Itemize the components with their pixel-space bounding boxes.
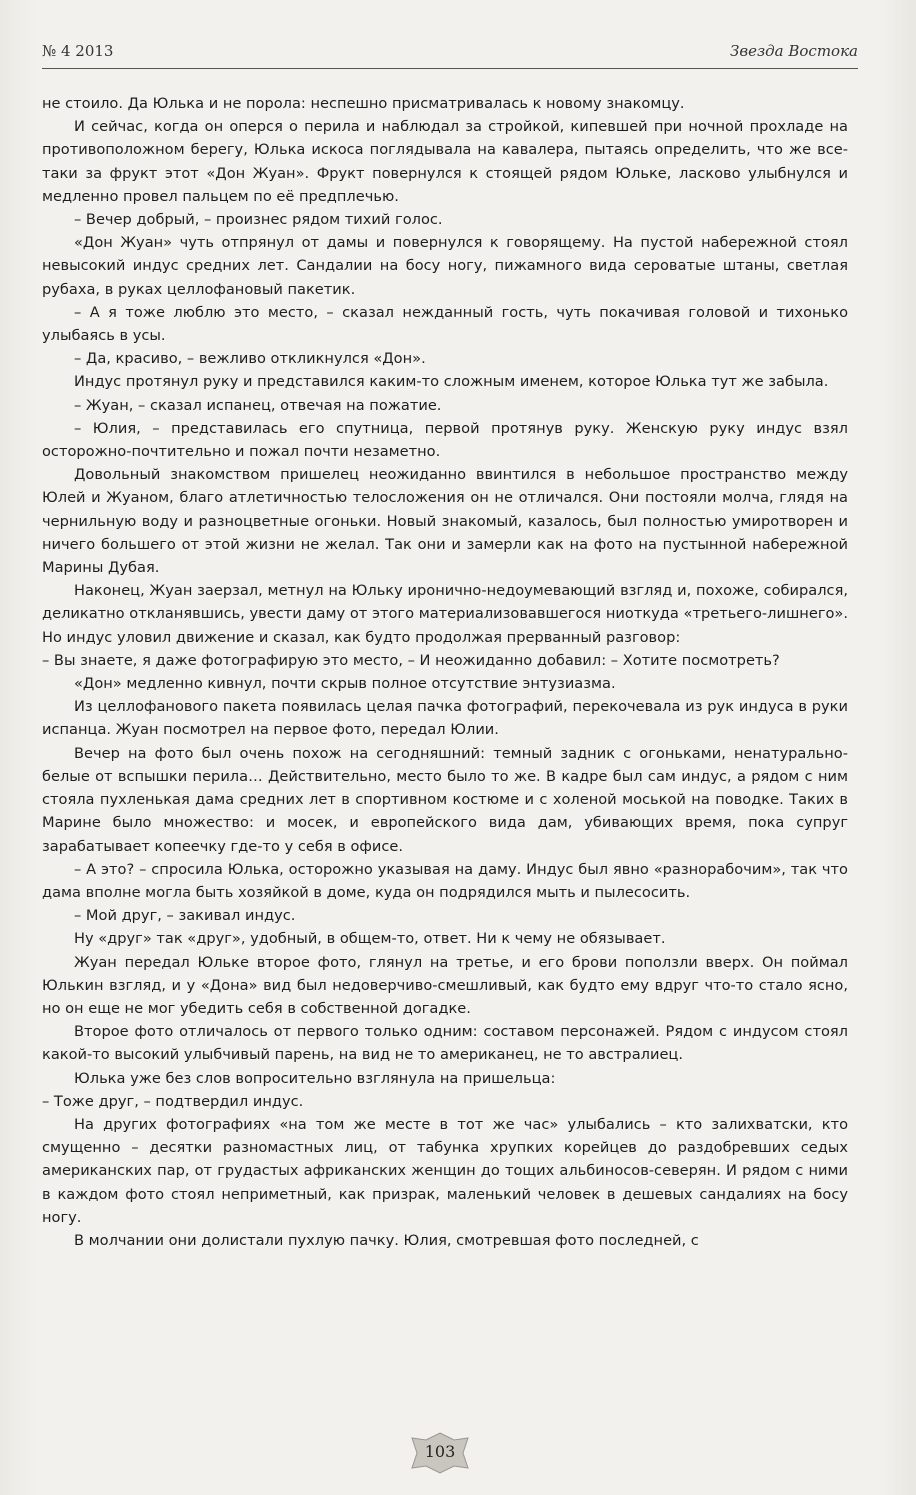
paragraph: Ну «друг» так «друг», удобный, в общем-то, ответ. Ни к чему не обязывает. <box>74 930 666 948</box>
paragraph: Индус протянул руку и представился каким-то сложным именем, которое Юлька тут же забыла. <box>74 373 829 391</box>
paragraph: не стоило. Да Юлька и не порола: неспешно присматривалась к новому знакомцу. <box>42 95 685 112</box>
paragraph: Юлька уже без слов вопросительно взглянула на пришельца: <box>74 1069 556 1087</box>
paragraph: «Дон Жуан» чуть отпрянул от дамы и повернулся к говорящему. На пустой набережной стоял невысокий индус средних лет. Сандалии на босу ногу, пижамного вида сероватые штаны, светлая рубаха, в руках целлофановый пакетик. <box>42 234 848 298</box>
issue-number: № 4 2013 <box>42 42 114 60</box>
paragraph: На других фотографиях «на том же месте в тот же час» улыбались – кто залихватски, кто смущенно – десятки разномастных лиц, от табунка хрупких корейцев до раздобревших седых американских пар, от грудастых африканских женщин до тощих альбиносов-северян. И рядом с ними в каждом фото стоял неприметный, как призрак, маленький человек в дешевых сандалиях на босу ногу. <box>42 1115 848 1226</box>
paragraph: Из целлофанового пакета появилась целая пачка фотографий, перекочевала из рук индуса в руки испанца. Жуан посмотрел на первое фото, передал Юлии. <box>42 698 848 739</box>
paragraph: Довольный знакомством пришелец неожиданно ввинтился в небольшое пространство между Юлей и Жуаном, благо атлетичностью телосложения он не отличался. Они постояли молча, глядя на чернильную воду и разноцветные огоньки. Новый знакомый, казалось, был полностью умиротворен и ничего большего от этой жизни не желал. Так они и замерли как на фото на пустынной набережной Марины Дубая. <box>42 466 848 577</box>
paragraph: В молчании они долистали пухлую пачку. Юлия, смотревшая фото последней, с <box>74 1231 699 1249</box>
paragraph: Второе фото отличалось от первого только одним: составом персонажей. Рядом с индусом стоял какой-то высокий улыбчивый парень, на вид не то американец, не то австралиец. <box>42 1023 848 1064</box>
paragraph: – Мой друг, – закивал индус. <box>74 907 296 925</box>
paragraph: – Вы знаете, я даже фотографирую это место, – И неожиданно добавил: – Хотите посмотреть? <box>42 651 780 669</box>
paragraph: – Вечер добрый, – произнес рядом тихий голос. <box>74 211 443 229</box>
paragraph: – Да, красиво, – вежливо откликнулся «Дон». <box>74 350 426 368</box>
paragraph: «Дон» медленно кивнул, почти скрыв полное отсутствие энтузиазма. <box>74 675 616 693</box>
paragraph: – Жуан, – сказал испанец, отвечая на пожатие. <box>74 396 442 414</box>
paragraph: Жуан передал Юльке второе фото, глянул на третье, и его брови поползли вверх. Он поймал Юлькин взгляд, и у «Дона» вид был недоверчиво-смешливый, как будто ему вдруг что-то стало ясно, но он еще не мог убедить себя в собственной догадке. <box>42 953 848 1017</box>
page-number: 103 <box>424 1442 456 1461</box>
journal-title: Звезда Востока <box>730 42 858 60</box>
article-body <box>42 92 848 1252</box>
paragraph: Вечер на фото был очень похож на сегодняшний: темный задник с огоньками, ненатурально-белые от вспышки перила… Действительно, место было то же. В кадре был сам индус, а рядом с ним стояла пухленькая дама средних лет в спортивном костюме и с холеной моськой на поводке. Таких в Марине было множество: и мосек, и европейского вида дам, убивающих время, пока супруг зарабатывает копеечку где-то у себя в офисе. <box>42 744 848 855</box>
paragraph: – Тоже друг, – подтвердил индус. <box>42 1092 304 1110</box>
paragraph: И сейчас, когда он оперся о перила и наблюдал за стройкой, кипевшей при ночной прохладе на противоположном берегу, Юлька искоса поглядывала на кавалера, пытаясь определить, что же все-таки за фрукт этот «Дон Жуан». Фрукт повернулся к стоящей рядом Юльке, ласково улыбнулся и медленно провел пальцем по её предплечью. <box>42 118 848 205</box>
paragraph: Наконец, Жуан заерзал, метнул на Юльку иронично-недоумевающий взгляд и, похоже, собирался, деликатно откланявшись, увести даму от этого материализовавшегося ниоткуда «третьего-лишнего». Но индус уловил движение и сказал, как будто продолжая прерванный разговор: <box>42 582 848 646</box>
running-header <box>42 40 858 69</box>
page-number-ornament <box>408 1432 472 1474</box>
paragraph: – А я тоже люблю это место, – сказал нежданный гость, чуть покачивая головой и тихонько улыбаясь в усы. <box>42 303 848 345</box>
paragraph: – Юлия, – представилась его спутница, первой протянув руку. Женскую руку индус взял осторожно-почтительно и пожал почти незаметно. <box>42 419 848 461</box>
paragraph: – А это? – спросила Юлька, осторожно указывая на даму. Индус был явно «разнорабочим», так что дама вполне могла быть хозяйкой в доме, куда он подрядился мыть и пылесосить. <box>42 860 848 901</box>
